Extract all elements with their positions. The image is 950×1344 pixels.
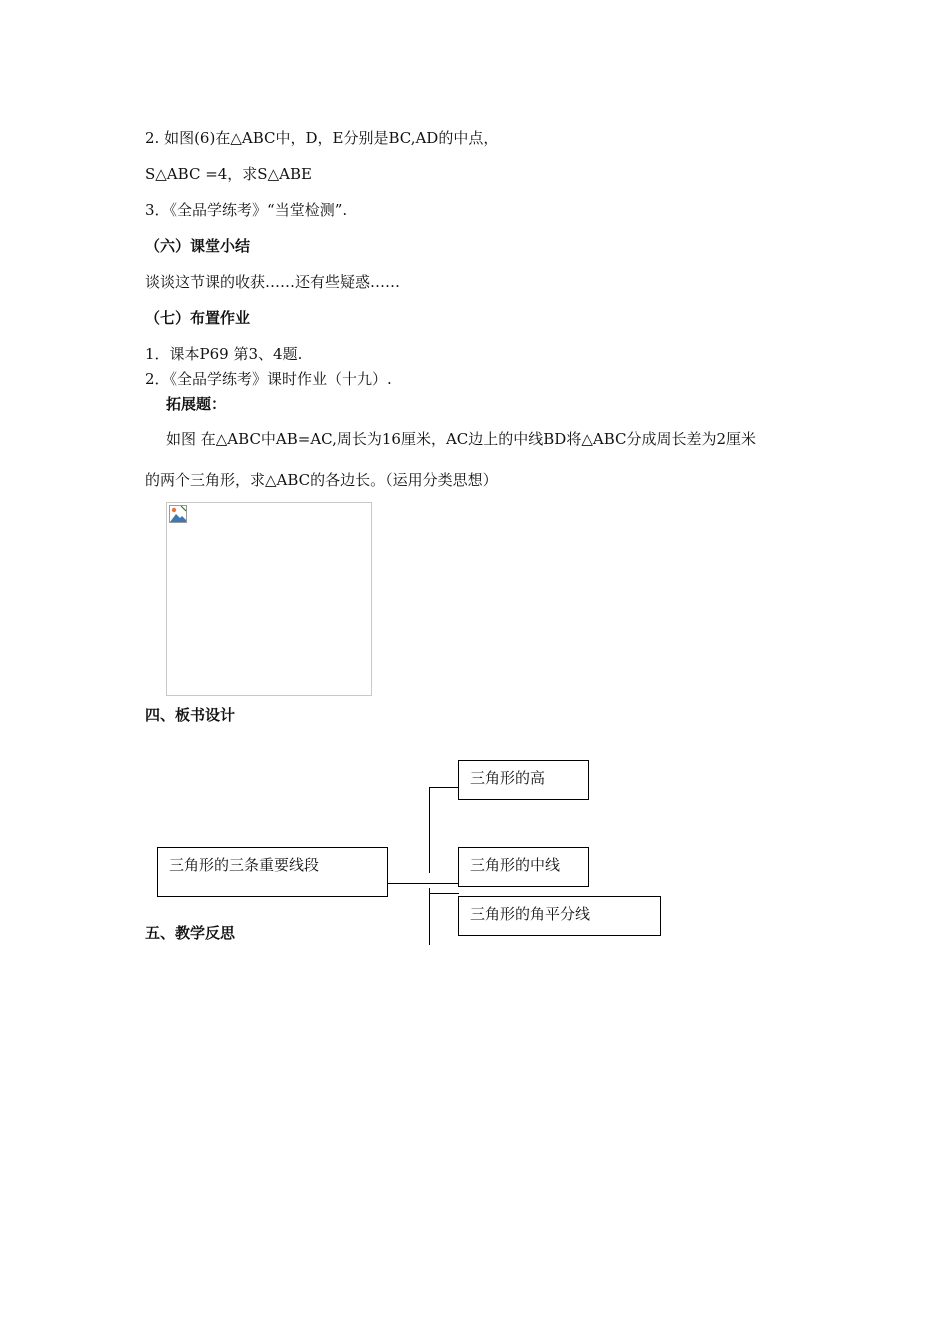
problem-2-area-line: S△ABC =4，求S△ABE: [145, 165, 312, 183]
section-homework-heading: （七）布置作业: [145, 309, 251, 327]
summary-text: 谈谈这节课的收获……还有些疑惑……: [145, 273, 401, 291]
problem-2-line: 2. 如图(6)在△ABC中，D，E分别是BC,AD的中点，: [145, 129, 499, 147]
extension-heading: 拓展题：: [166, 395, 227, 413]
section-reflection-heading: 五、教学反思: [145, 924, 236, 942]
diagram-root-box: 三角形的三条重要线段: [157, 847, 388, 897]
section-board-design-heading: 四、板书设计: [145, 706, 236, 724]
problem-3-line: 3．《全品学练考》“当堂检测”.: [145, 201, 348, 219]
diagram-trunk-lower: [429, 888, 430, 945]
diagram-trunk-upper: [429, 787, 430, 873]
homework-item-2: 2．《全品学练考》课时作业（十九）.: [145, 370, 392, 388]
extension-problem-line-1: 如图 在△ABC中AB=AC,周长为16厘米，AC边上的中线BD将△ABC分成周长差为2厘米: [166, 430, 757, 448]
homework-item-1: 1．课本P69 第3、4题.: [145, 345, 303, 363]
section-summary-heading: （六）课堂小结: [145, 237, 251, 255]
image-placeholder: [166, 502, 372, 696]
diagram-branch-box-1: 三角形的高: [458, 760, 589, 800]
extension-problem-line-2: 的两个三角形，求△ABC的各边长。（运用分类思想）: [145, 471, 498, 489]
diagram-branch-box-2: 三角形的中线: [458, 847, 589, 887]
diagram-root-connector: [388, 883, 458, 884]
broken-image-icon: [169, 505, 187, 523]
diagram-branch-connector-3: [429, 893, 459, 894]
diagram-branch-box-3: 三角形的角平分线: [458, 896, 661, 936]
diagram-branch-connector-1: [429, 787, 459, 788]
